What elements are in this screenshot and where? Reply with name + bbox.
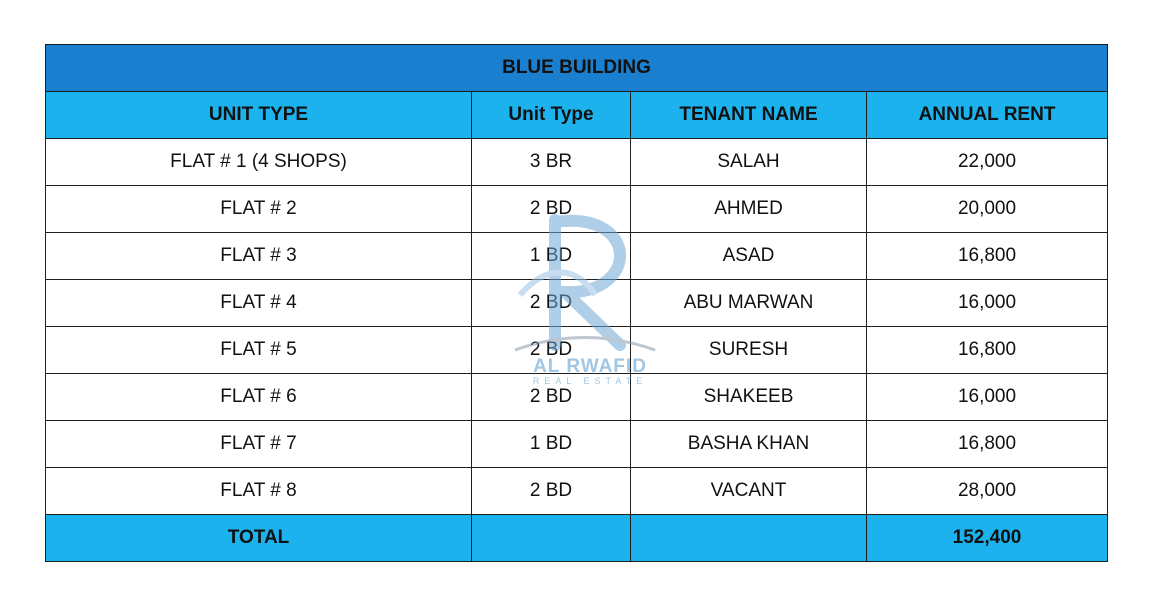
header-annual-rent: ANNUAL RENT <box>867 92 1108 139</box>
unit-cell: FLAT # 1 (4 SHOPS) <box>46 139 472 186</box>
watermark-subtitle: REAL ESTATE <box>532 376 648 386</box>
table-title-row <box>46 45 1108 92</box>
unit-cell: FLAT # 7 <box>46 421 472 468</box>
table-row <box>46 421 1108 468</box>
watermark-name: AL RWAFID <box>533 356 647 377</box>
rent-cell: 16,800 <box>867 233 1108 280</box>
tenant-cell: VACANT <box>631 468 867 515</box>
type-cell: 3 BR <box>472 139 631 186</box>
table-title: BLUE BUILDING <box>46 45 1108 92</box>
header-unit-type-2: Unit Type <box>472 92 631 139</box>
tenant-cell: ABU MARWAN <box>631 280 867 327</box>
type-cell: 1 BD <box>472 421 631 468</box>
unit-cell: FLAT # 6 <box>46 374 472 421</box>
rent-cell: 16,000 <box>867 374 1108 421</box>
rent-table <box>45 44 1108 562</box>
header-tenant-name: TENANT NAME <box>631 92 867 139</box>
rent-cell: 28,000 <box>867 468 1108 515</box>
table-header-row <box>46 92 1108 139</box>
tenant-cell: BASHA KHAN <box>631 421 867 468</box>
table-row <box>46 139 1108 186</box>
table-row <box>46 374 1108 421</box>
type-cell: 2 BD <box>472 374 631 421</box>
rent-cell: 22,000 <box>867 139 1108 186</box>
table-row <box>46 233 1108 280</box>
table-row <box>46 280 1108 327</box>
unit-cell: FLAT # 8 <box>46 468 472 515</box>
total-tenant-cell <box>631 515 867 562</box>
tenant-cell: AHMED <box>631 186 867 233</box>
unit-cell: FLAT # 4 <box>46 280 472 327</box>
table-row <box>46 468 1108 515</box>
unit-cell: FLAT # 5 <box>46 327 472 374</box>
type-cell: 2 BD <box>472 280 631 327</box>
tenant-cell: SALAH <box>631 139 867 186</box>
tenant-cell: SURESH <box>631 327 867 374</box>
unit-cell: FLAT # 3 <box>46 233 472 280</box>
table-row <box>46 186 1108 233</box>
total-label: TOTAL <box>46 515 472 562</box>
type-cell: 2 BD <box>472 327 631 374</box>
total-rent: 152,400 <box>867 515 1108 562</box>
type-cell: 2 BD <box>472 186 631 233</box>
rent-cell: 20,000 <box>867 186 1108 233</box>
type-cell: 2 BD <box>472 468 631 515</box>
rent-cell: 16,800 <box>867 421 1108 468</box>
total-row <box>46 515 1108 562</box>
rent-cell: 16,000 <box>867 280 1108 327</box>
tenant-cell: ASAD <box>631 233 867 280</box>
header-unit-type: UNIT TYPE <box>46 92 472 139</box>
tenant-cell: SHAKEEB <box>631 374 867 421</box>
rent-cell: 16,800 <box>867 327 1108 374</box>
type-cell: 1 BD <box>472 233 631 280</box>
unit-cell: FLAT # 2 <box>46 186 472 233</box>
table-row <box>46 327 1108 374</box>
total-type-cell <box>472 515 631 562</box>
